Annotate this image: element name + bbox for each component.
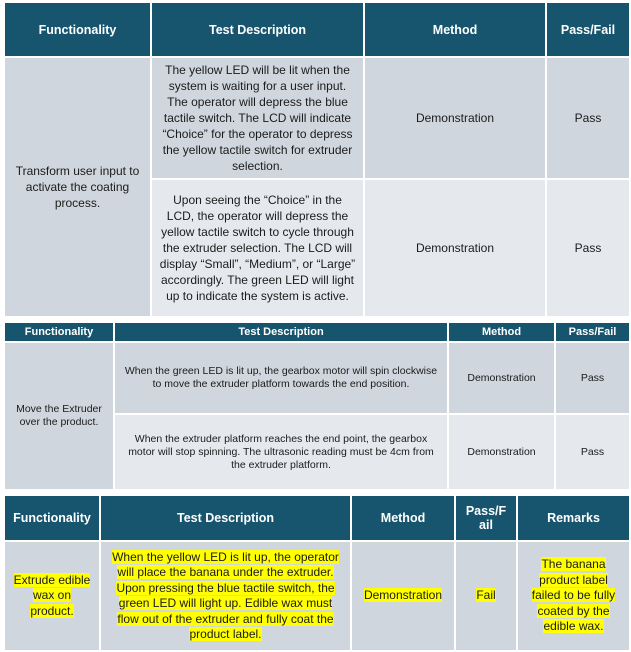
highlighted-text: When the yellow LED is lit up, the operator will place the banana under the extruder. Upon pressing the blue tactile switch, the green LED will light up. Edible wax must flow out of the extruder and fully coat the product label. [112,549,339,641]
table-header-row [4,322,630,342]
header-test-description: Test Description [151,2,364,57]
highlighted-text: Fail [476,588,496,603]
description-cell: When the green LED is lit up, the gearbox motor will spin clockwise to move the extruder platform towards the end position. [114,342,448,414]
table-header-row [4,2,630,57]
header-functionality: Functionality [4,322,114,342]
test-table-move-extruder [3,321,631,491]
header-functionality: Functionality [4,2,151,57]
functionality-cell [4,541,100,651]
result-cell: Pass [555,414,630,490]
result-cell [455,541,517,651]
header-pass-fail: Pass/F ail [455,495,517,541]
functionality-cell: Transform user input to activate the coating process. [4,57,151,317]
test-table-extrude-wax [3,494,631,652]
header-remarks: Remarks [517,495,630,541]
method-cell [351,541,455,651]
header-method: Method [448,322,555,342]
method-cell: Demonstration [448,342,555,414]
header-test-description: Test Description [114,322,448,342]
method-cell: Demonstration [364,179,546,317]
method-cell: Demonstration [364,57,546,179]
description-cell: Upon seeing the “Choice” in the LCD, the operator will depress the yellow tactile switch to cycle through the extruder selection. The LCD will display “Small”, “Medium”, or “Large” accordingly. The green LED will light up to indicate the system is active. [151,179,364,317]
table-header-row [4,495,630,541]
header-method: Method [364,2,546,57]
description-cell: When the extruder platform reaches the end point, the gearbox motor will stop spinning. The ultrasonic reading must be 4cm from the extruder platform. [114,414,448,490]
description-cell: The yellow LED will be lit when the system is waiting for a user input. The operator will depress the blue tactile switch. The LCD will indicate “Choice” for the operator to depress the yellow tactile switch for extruder selection. [151,57,364,179]
highlighted-text: Extrude edible wax on product. [13,572,91,618]
result-cell: Pass [546,179,630,317]
header-method: Method [351,495,455,541]
functionality-cell: Move the Extruder over the product. [4,342,114,490]
header-pass-fail: Pass/Fail [555,322,630,342]
method-cell: Demonstration [448,414,555,490]
description-cell [100,541,351,651]
table-row [4,541,630,651]
table-row [4,342,630,414]
result-cell: Pass [546,57,630,179]
remarks-cell [517,541,630,651]
highlighted-text: Demonstration [363,588,443,603]
header-test-description: Test Description [100,495,351,541]
highlighted-text: The banana product label failed to be fully coated by the edible wax. [531,557,616,634]
test-table-user-input [3,1,631,318]
table-row [4,57,630,179]
header-pass-fail: Pass/Fail [546,2,630,57]
header-functionality: Functionality [4,495,100,541]
result-cell: Pass [555,342,630,414]
